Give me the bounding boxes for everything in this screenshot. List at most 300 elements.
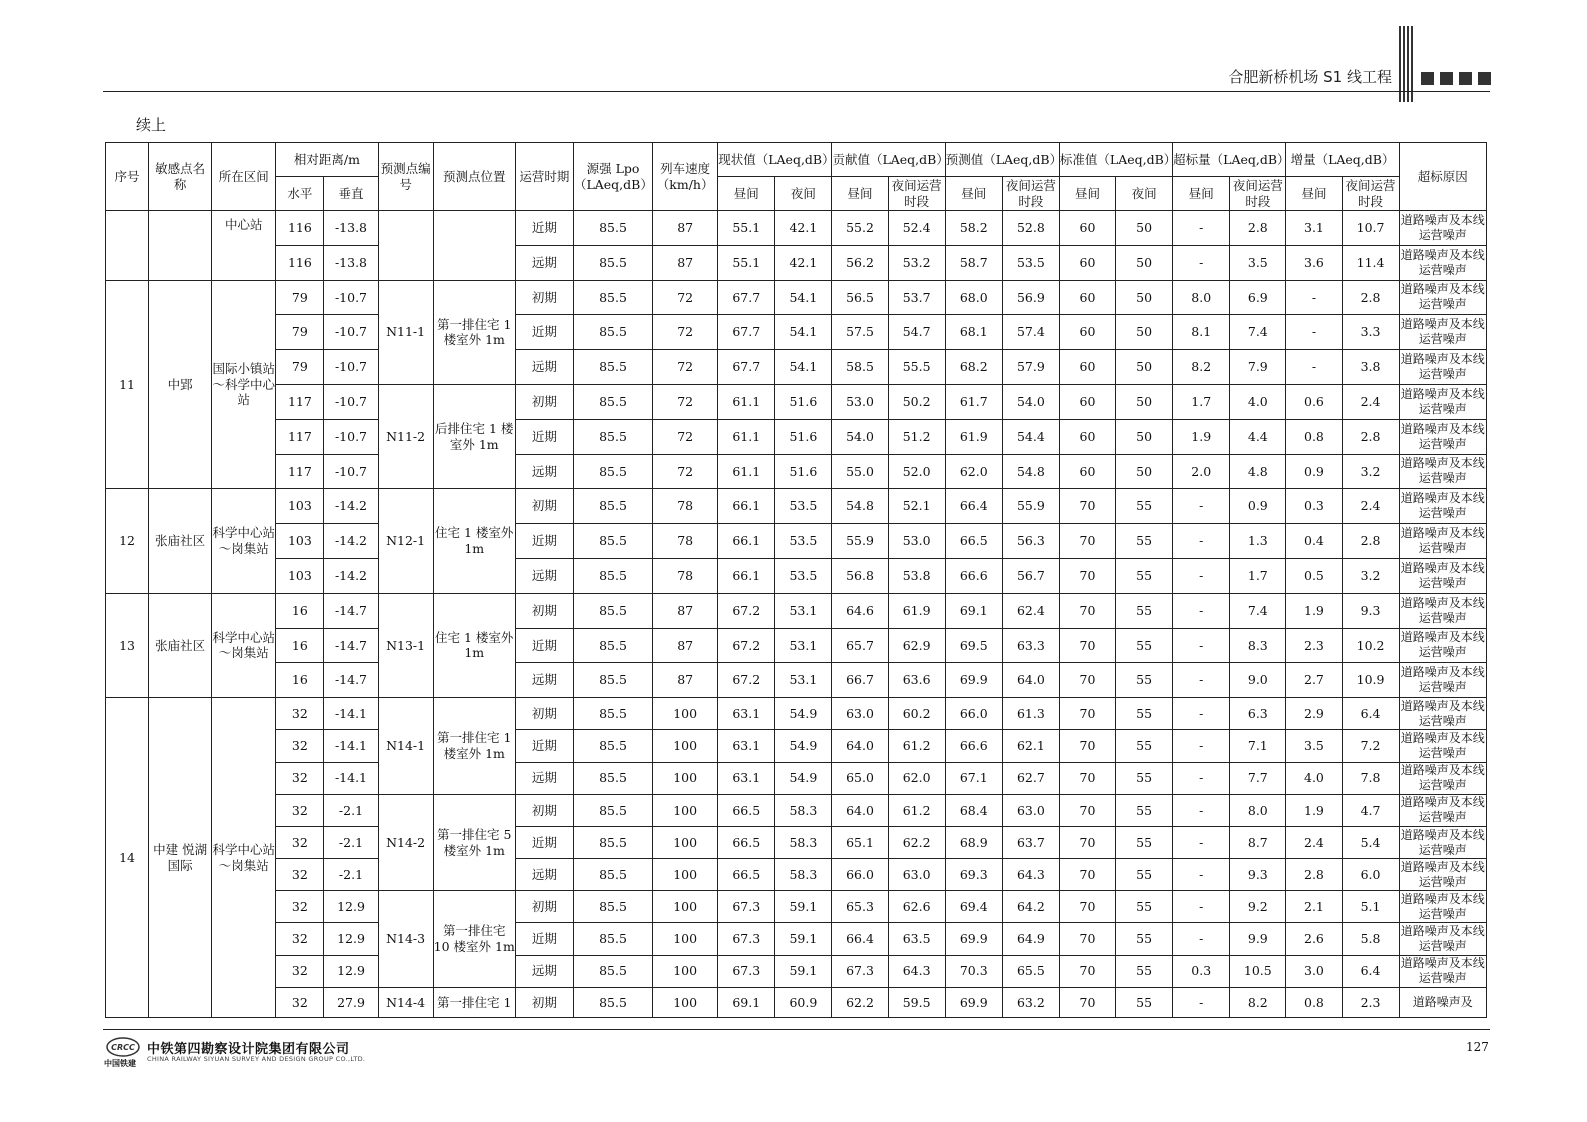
cell-reason: 道路噪声及本线运营噪声 bbox=[1399, 698, 1486, 730]
cell-con-d: 55.2 bbox=[832, 211, 888, 246]
table-row bbox=[106, 826, 1487, 858]
cell-cur-n: 59.1 bbox=[775, 955, 832, 987]
cell-inc-d: 2.6 bbox=[1286, 923, 1342, 955]
cell-inc-n: 3.2 bbox=[1342, 558, 1399, 593]
cell-horizontal: 16 bbox=[276, 593, 324, 628]
header-excess-day: 昼间 bbox=[1173, 177, 1230, 211]
cell-spd: 72 bbox=[653, 280, 718, 315]
cell-cur-d: 66.1 bbox=[718, 524, 775, 559]
cell-std-n: 55 bbox=[1116, 489, 1173, 524]
cell-horizontal: 32 bbox=[276, 762, 324, 794]
table-row bbox=[106, 698, 1487, 730]
cell-inc-n: 7.2 bbox=[1342, 730, 1399, 762]
cell-src: 85.5 bbox=[573, 211, 652, 246]
cell-exc-n: 4.4 bbox=[1230, 419, 1286, 454]
cell-horizontal: 32 bbox=[276, 987, 324, 1017]
cell-section: 科学中心站～岗集站 bbox=[212, 593, 276, 697]
cell-reason: 道路噪声及本线运营噪声 bbox=[1399, 350, 1486, 385]
cell-inc-n: 3.2 bbox=[1342, 454, 1399, 489]
cell-vertical: -14.7 bbox=[324, 593, 378, 628]
cell-reason: 道路噪声及本线运营噪声 bbox=[1399, 419, 1486, 454]
cell-con-n: 59.5 bbox=[888, 987, 945, 1017]
cell-period: 初期 bbox=[515, 489, 573, 524]
cell-pre-d: 67.1 bbox=[945, 762, 1002, 794]
cell-con-n: 52.0 bbox=[888, 454, 945, 489]
cell-point-id: N11-1 bbox=[378, 280, 433, 384]
cell-con-n: 61.2 bbox=[888, 730, 945, 762]
cell-cur-n: 54.1 bbox=[775, 280, 832, 315]
cell-exc-d: - bbox=[1173, 826, 1230, 858]
cell-vertical: -10.7 bbox=[324, 315, 378, 350]
cell-con-d: 63.0 bbox=[832, 698, 888, 730]
table-row bbox=[106, 350, 1487, 385]
cell-reason: 道路噪声及本线运营噪声 bbox=[1399, 245, 1486, 280]
table-row bbox=[106, 762, 1487, 794]
header-contribution-day: 昼间 bbox=[832, 177, 888, 211]
cell-con-d: 56.2 bbox=[832, 245, 888, 280]
cell-cur-d: 67.7 bbox=[718, 350, 775, 385]
cell-inc-d: - bbox=[1286, 350, 1342, 385]
cell-con-d: 66.7 bbox=[832, 663, 888, 698]
cell-exc-d: - bbox=[1173, 730, 1230, 762]
cell-cur-n: 54.9 bbox=[775, 762, 832, 794]
cell-con-n: 55.5 bbox=[888, 350, 945, 385]
cell-cur-d: 66.5 bbox=[718, 794, 775, 826]
cell-pre-n: 63.3 bbox=[1002, 628, 1059, 663]
cell-spd: 100 bbox=[653, 762, 718, 794]
cell-con-d: 55.0 bbox=[832, 454, 888, 489]
cell-period: 初期 bbox=[515, 698, 573, 730]
cell-con-n: 63.6 bbox=[888, 663, 945, 698]
cell-cur-n: 42.1 bbox=[775, 211, 832, 246]
cell-horizontal: 16 bbox=[276, 663, 324, 698]
cell-exc-n: 1.3 bbox=[1230, 524, 1286, 559]
cell-cur-d: 67.3 bbox=[718, 923, 775, 955]
cell-inc-d: 3.0 bbox=[1286, 955, 1342, 987]
cell-reason: 道路噪声及本线运营噪声 bbox=[1399, 826, 1486, 858]
cell-horizontal: 32 bbox=[276, 698, 324, 730]
cell-reason: 道路噪声及本线运营噪声 bbox=[1399, 558, 1486, 593]
cell-spd: 87 bbox=[653, 593, 718, 628]
cell-con-d: 64.0 bbox=[832, 794, 888, 826]
cell-std-n: 55 bbox=[1116, 593, 1173, 628]
cell-reason: 道路噪声及 bbox=[1399, 987, 1486, 1017]
cell-src: 85.5 bbox=[573, 762, 652, 794]
cell-src: 85.5 bbox=[573, 663, 652, 698]
cell-reason: 道路噪声及本线运营噪声 bbox=[1399, 454, 1486, 489]
cell-exc-d: 1.7 bbox=[1173, 384, 1230, 419]
cell-exc-d: 0.3 bbox=[1173, 955, 1230, 987]
noise-prediction-table bbox=[105, 142, 1487, 1018]
cell-exc-d: - bbox=[1173, 663, 1230, 698]
cell-spd: 78 bbox=[653, 558, 718, 593]
cell-horizontal: 116 bbox=[276, 211, 324, 246]
cell-cur-n: 53.5 bbox=[775, 524, 832, 559]
cell-pre-n: 63.7 bbox=[1002, 826, 1059, 858]
cell-src: 85.5 bbox=[573, 419, 652, 454]
cell-inc-n: 5.8 bbox=[1342, 923, 1399, 955]
cell-exc-n: 9.3 bbox=[1230, 859, 1286, 891]
header-decoration-squares bbox=[1421, 72, 1491, 85]
cell-vertical: 12.9 bbox=[324, 955, 378, 987]
header-excess: 超标量（LAeq,dB） bbox=[1173, 143, 1286, 177]
cell-reason: 道路噪声及本线运营噪声 bbox=[1399, 280, 1486, 315]
cell-std-d: 60 bbox=[1059, 350, 1115, 385]
cell-horizontal: 79 bbox=[276, 315, 324, 350]
cell-src: 85.5 bbox=[573, 280, 652, 315]
cell-point-location: 住宅 1 楼室外 1m bbox=[433, 489, 515, 593]
cell-pre-n: 62.7 bbox=[1002, 762, 1059, 794]
cell-con-n: 50.2 bbox=[888, 384, 945, 419]
cell-src: 85.5 bbox=[573, 315, 652, 350]
header-predicted: 预测值（LAeq,dB） bbox=[945, 143, 1059, 177]
cell-src: 85.5 bbox=[573, 987, 652, 1017]
cell-sensitive-point: 张庙社区 bbox=[149, 593, 212, 697]
cell-exc-d: - bbox=[1173, 211, 1230, 246]
cell-spd: 100 bbox=[653, 826, 718, 858]
cell-cur-d: 66.1 bbox=[718, 558, 775, 593]
cell-pre-d: 66.6 bbox=[945, 730, 1002, 762]
cell-period: 远期 bbox=[515, 454, 573, 489]
cell-exc-n: 6.9 bbox=[1230, 280, 1286, 315]
cell-inc-d: - bbox=[1286, 315, 1342, 350]
cell-horizontal: 32 bbox=[276, 826, 324, 858]
cell-period: 远期 bbox=[515, 558, 573, 593]
cell-pre-d: 61.7 bbox=[945, 384, 1002, 419]
table-row bbox=[106, 891, 1487, 923]
cell-point-id: N14-4 bbox=[378, 987, 433, 1017]
page-number: 127 bbox=[1466, 1040, 1489, 1054]
cell-con-d: 53.0 bbox=[832, 384, 888, 419]
cell-pre-d: 69.1 bbox=[945, 593, 1002, 628]
cell-horizontal: 116 bbox=[276, 245, 324, 280]
cell-inc-n: 6.4 bbox=[1342, 955, 1399, 987]
cell-sensitive-point: 中郢 bbox=[149, 280, 212, 489]
cell-con-n: 52.1 bbox=[888, 489, 945, 524]
cell-vertical: -13.8 bbox=[324, 211, 378, 246]
cell-con-n: 64.3 bbox=[888, 955, 945, 987]
cell-spd: 100 bbox=[653, 698, 718, 730]
cell-exc-d: - bbox=[1173, 762, 1230, 794]
rail-label: 中国铁建 bbox=[104, 1059, 136, 1068]
cell-pre-n: 56.9 bbox=[1002, 280, 1059, 315]
cell-point-location: 第一排住宅 10 楼室外 1m bbox=[433, 891, 515, 988]
cell-reason: 道路噪声及本线运营噪声 bbox=[1399, 489, 1486, 524]
cell-point-id: N13-1 bbox=[378, 593, 433, 697]
cell-inc-d: 2.7 bbox=[1286, 663, 1342, 698]
cell-section: 国际小镇站～科学中心站 bbox=[212, 280, 276, 489]
cell-vertical: -14.1 bbox=[324, 698, 378, 730]
cell-period: 初期 bbox=[515, 384, 573, 419]
cell-period: 远期 bbox=[515, 762, 573, 794]
cell-spd: 100 bbox=[653, 987, 718, 1017]
cell-std-d: 70 bbox=[1059, 987, 1115, 1017]
cell-cur-n: 51.6 bbox=[775, 454, 832, 489]
cell-con-d: 56.8 bbox=[832, 558, 888, 593]
cell-horizontal: 79 bbox=[276, 350, 324, 385]
cell-reason: 道路噪声及本线运营噪声 bbox=[1399, 628, 1486, 663]
cell-index: 13 bbox=[106, 593, 149, 697]
cell-con-d: 64.6 bbox=[832, 593, 888, 628]
cell-period: 远期 bbox=[515, 350, 573, 385]
cell-cur-d: 66.5 bbox=[718, 826, 775, 858]
cell-reason: 道路噪声及本线运营噪声 bbox=[1399, 891, 1486, 923]
cell-src: 85.5 bbox=[573, 794, 652, 826]
cell-std-d: 70 bbox=[1059, 955, 1115, 987]
cell-cur-n: 60.9 bbox=[775, 987, 832, 1017]
cell-reason: 道路噪声及本线运营噪声 bbox=[1399, 730, 1486, 762]
cell-period: 近期 bbox=[515, 628, 573, 663]
cell-std-d: 60 bbox=[1059, 211, 1115, 246]
cell-reason: 道路噪声及本线运营噪声 bbox=[1399, 211, 1486, 246]
header-increase: 增量（LAeq,dB） bbox=[1286, 143, 1399, 177]
cell-vertical: -2.1 bbox=[324, 859, 378, 891]
cell-pre-n: 57.4 bbox=[1002, 315, 1059, 350]
cell-inc-d: 1.9 bbox=[1286, 593, 1342, 628]
cell-cur-d: 67.2 bbox=[718, 663, 775, 698]
cell-std-n: 50 bbox=[1116, 350, 1173, 385]
cell-cur-n: 58.3 bbox=[775, 859, 832, 891]
cell-exc-n: 6.3 bbox=[1230, 698, 1286, 730]
cell-pre-d: 69.4 bbox=[945, 891, 1002, 923]
cell-pre-n: 62.4 bbox=[1002, 593, 1059, 628]
cell-cur-n: 59.1 bbox=[775, 891, 832, 923]
cell-exc-d: - bbox=[1173, 794, 1230, 826]
cell-cur-n: 59.1 bbox=[775, 923, 832, 955]
cell-vertical: 12.9 bbox=[324, 891, 378, 923]
header-current-night: 夜间 bbox=[775, 177, 832, 211]
table-row bbox=[106, 987, 1487, 1017]
cell-inc-d: 2.8 bbox=[1286, 859, 1342, 891]
cell-std-d: 70 bbox=[1059, 698, 1115, 730]
cell-exc-n: 4.8 bbox=[1230, 454, 1286, 489]
cell-spd: 72 bbox=[653, 350, 718, 385]
cell-std-n: 55 bbox=[1116, 558, 1173, 593]
cell-std-n: 50 bbox=[1116, 454, 1173, 489]
cell-con-n: 63.5 bbox=[888, 923, 945, 955]
cell-exc-n: 10.5 bbox=[1230, 955, 1286, 987]
cell-exc-d: 1.9 bbox=[1173, 419, 1230, 454]
cell-exc-n: 8.7 bbox=[1230, 826, 1286, 858]
cell-con-n: 62.9 bbox=[888, 628, 945, 663]
cell-point-id: N11-2 bbox=[378, 384, 433, 488]
cell-pre-d: 68.0 bbox=[945, 280, 1002, 315]
cell-inc-d: 2.4 bbox=[1286, 826, 1342, 858]
cell-std-d: 70 bbox=[1059, 826, 1115, 858]
cell-cur-d: 69.1 bbox=[718, 987, 775, 1017]
cell-exc-d: - bbox=[1173, 923, 1230, 955]
cell-exc-n: 8.2 bbox=[1230, 987, 1286, 1017]
cell-point-location: 第一排住宅 1 bbox=[433, 987, 515, 1017]
cell-point-location: 第一排住宅 1 楼室外 1m bbox=[433, 280, 515, 384]
cell-exc-d: - bbox=[1173, 558, 1230, 593]
cell-cur-d: 55.1 bbox=[718, 245, 775, 280]
table-row bbox=[106, 280, 1487, 315]
cell-horizontal: 32 bbox=[276, 891, 324, 923]
cell-vertical: -10.7 bbox=[324, 350, 378, 385]
cell-pre-n: 57.9 bbox=[1002, 350, 1059, 385]
cell-horizontal: 32 bbox=[276, 794, 324, 826]
cell-period: 远期 bbox=[515, 955, 573, 987]
cell-horizontal: 16 bbox=[276, 628, 324, 663]
table-header bbox=[106, 143, 1487, 211]
cell-src: 85.5 bbox=[573, 698, 652, 730]
cell-reason: 道路噪声及本线运营噪声 bbox=[1399, 923, 1486, 955]
cell-std-n: 50 bbox=[1116, 245, 1173, 280]
cell-cur-n: 53.5 bbox=[775, 558, 832, 593]
cell-cur-n: 54.1 bbox=[775, 315, 832, 350]
cell-inc-n: 10.9 bbox=[1342, 663, 1399, 698]
cell-src: 85.5 bbox=[573, 245, 652, 280]
cell-std-d: 70 bbox=[1059, 489, 1115, 524]
cell-cur-d: 63.1 bbox=[718, 698, 775, 730]
cell-con-n: 63.0 bbox=[888, 859, 945, 891]
cell-inc-n: 2.3 bbox=[1342, 987, 1399, 1017]
cell-horizontal: 32 bbox=[276, 730, 324, 762]
cell-inc-n: 10.2 bbox=[1342, 628, 1399, 663]
cell-horizontal: 103 bbox=[276, 489, 324, 524]
cell-spd: 78 bbox=[653, 524, 718, 559]
cell-inc-n: 11.4 bbox=[1342, 245, 1399, 280]
cell-inc-d: 0.4 bbox=[1286, 524, 1342, 559]
cell-inc-n: 2.4 bbox=[1342, 489, 1399, 524]
cell-spd: 100 bbox=[653, 923, 718, 955]
cell-cur-d: 67.3 bbox=[718, 955, 775, 987]
cell-index: 14 bbox=[106, 698, 149, 1018]
cell-std-d: 70 bbox=[1059, 762, 1115, 794]
cell-spd: 87 bbox=[653, 628, 718, 663]
cell-exc-d: - bbox=[1173, 628, 1230, 663]
cell-point-location: 第一排住宅 1 楼室外 1m bbox=[433, 698, 515, 795]
cell-src: 85.5 bbox=[573, 628, 652, 663]
cell-exc-d: - bbox=[1173, 987, 1230, 1017]
company-name-cn: 中铁第四勘察设计院集团有限公司 bbox=[147, 1042, 350, 1057]
cell-period: 近期 bbox=[515, 730, 573, 762]
header-relative-distance: 相对距离/m bbox=[276, 143, 378, 177]
header-speed: 列车速度（km/h） bbox=[653, 143, 718, 211]
cell-con-n: 53.0 bbox=[888, 524, 945, 559]
cell-pre-n: 63.0 bbox=[1002, 794, 1059, 826]
cell-pre-d: 61.9 bbox=[945, 419, 1002, 454]
cell-src: 85.5 bbox=[573, 955, 652, 987]
cell-std-d: 70 bbox=[1059, 859, 1115, 891]
cell-con-d: 55.9 bbox=[832, 524, 888, 559]
cell-pre-n: 61.3 bbox=[1002, 698, 1059, 730]
cell-vertical: -2.1 bbox=[324, 826, 378, 858]
cell-cur-d: 61.1 bbox=[718, 419, 775, 454]
cell-horizontal: 117 bbox=[276, 419, 324, 454]
cell-index: 11 bbox=[106, 280, 149, 489]
cell-exc-n: 3.5 bbox=[1230, 245, 1286, 280]
header-vertical: 垂直 bbox=[324, 177, 378, 211]
cell-inc-n: 5.4 bbox=[1342, 826, 1399, 858]
cell-spd: 72 bbox=[653, 419, 718, 454]
header-point-id: 预测点编号 bbox=[378, 143, 433, 211]
cell-cur-d: 66.1 bbox=[718, 489, 775, 524]
cell-std-n: 50 bbox=[1116, 315, 1173, 350]
cell-exc-n: 9.9 bbox=[1230, 923, 1286, 955]
header-predicted-day: 昼间 bbox=[945, 177, 1002, 211]
cell-pre-d: 69.9 bbox=[945, 663, 1002, 698]
cell-vertical: -10.7 bbox=[324, 454, 378, 489]
cell-std-n: 55 bbox=[1116, 663, 1173, 698]
cell-std-d: 70 bbox=[1059, 628, 1115, 663]
header-rule bbox=[103, 91, 1490, 92]
cell-pre-d: 66.5 bbox=[945, 524, 1002, 559]
cell-period: 远期 bbox=[515, 245, 573, 280]
logo-text: CRCC bbox=[111, 1043, 135, 1052]
cell-pre-n: 63.2 bbox=[1002, 987, 1059, 1017]
cell-spd: 87 bbox=[653, 245, 718, 280]
cell-pre-n: 54.8 bbox=[1002, 454, 1059, 489]
cell-vertical: -10.7 bbox=[324, 384, 378, 419]
table-row bbox=[106, 524, 1487, 559]
cell-std-n: 55 bbox=[1116, 628, 1173, 663]
cell-inc-d: 4.0 bbox=[1286, 762, 1342, 794]
table-row bbox=[106, 315, 1487, 350]
cell-std-d: 70 bbox=[1059, 558, 1115, 593]
cell-exc-n: 4.0 bbox=[1230, 384, 1286, 419]
cell-cur-d: 66.5 bbox=[718, 859, 775, 891]
cell-period: 近期 bbox=[515, 315, 573, 350]
cell-exc-n: 7.1 bbox=[1230, 730, 1286, 762]
cell-vertical: -10.7 bbox=[324, 419, 378, 454]
cell-exc-d: 8.2 bbox=[1173, 350, 1230, 385]
cell-inc-n: 4.7 bbox=[1342, 794, 1399, 826]
cell-exc-n: 9.2 bbox=[1230, 891, 1286, 923]
cell-spd: 72 bbox=[653, 384, 718, 419]
cell-pre-n: 64.0 bbox=[1002, 663, 1059, 698]
cell-inc-d: 3.6 bbox=[1286, 245, 1342, 280]
cell-cur-n: 58.3 bbox=[775, 794, 832, 826]
cell-std-d: 70 bbox=[1059, 794, 1115, 826]
header-section: 所在区间 bbox=[212, 143, 276, 211]
cell-period: 初期 bbox=[515, 891, 573, 923]
cell-vertical: -14.1 bbox=[324, 762, 378, 794]
cell-horizontal: 32 bbox=[276, 955, 324, 987]
cell-period: 初期 bbox=[515, 794, 573, 826]
cell-inc-d: 3.1 bbox=[1286, 211, 1342, 246]
cell-horizontal: 32 bbox=[276, 923, 324, 955]
header-standard: 标准值（LAeq,dB） bbox=[1059, 143, 1172, 177]
cell-period: 近期 bbox=[515, 524, 573, 559]
cell-inc-d: 0.9 bbox=[1286, 454, 1342, 489]
cell-std-n: 55 bbox=[1116, 524, 1173, 559]
cell-pre-n: 54.0 bbox=[1002, 384, 1059, 419]
cell-pre-d: 69.5 bbox=[945, 628, 1002, 663]
cell-spd: 100 bbox=[653, 955, 718, 987]
cell-exc-n: 7.7 bbox=[1230, 762, 1286, 794]
cell-pre-d: 62.0 bbox=[945, 454, 1002, 489]
cell-period: 近期 bbox=[515, 419, 573, 454]
cell-cur-n: 54.9 bbox=[775, 730, 832, 762]
cell-exc-d: 8.0 bbox=[1173, 280, 1230, 315]
cell-inc-d: 0.8 bbox=[1286, 987, 1342, 1017]
cell-index bbox=[106, 211, 149, 281]
cell-pre-n: 64.2 bbox=[1002, 891, 1059, 923]
cell-section: 中心站 bbox=[212, 211, 276, 281]
table-row bbox=[106, 211, 1487, 246]
table-row bbox=[106, 489, 1487, 524]
cell-cur-d: 67.3 bbox=[718, 891, 775, 923]
cell-pre-n: 56.3 bbox=[1002, 524, 1059, 559]
cell-reason: 道路噪声及本线运营噪声 bbox=[1399, 593, 1486, 628]
cell-exc-d: - bbox=[1173, 524, 1230, 559]
cell-std-d: 60 bbox=[1059, 454, 1115, 489]
cell-spd: 100 bbox=[653, 794, 718, 826]
cell-con-d: 56.5 bbox=[832, 280, 888, 315]
cell-horizontal: 103 bbox=[276, 524, 324, 559]
